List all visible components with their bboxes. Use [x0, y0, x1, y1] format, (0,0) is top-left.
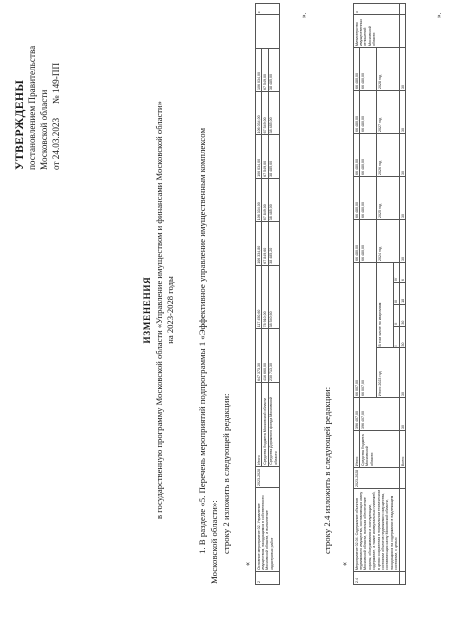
- table2-year-label: 2028 год: [377, 48, 400, 91]
- table2-indicator-label: Всего: [400, 431, 406, 468]
- table2-year-label: 2024 год: [377, 220, 400, 263]
- table1-x: x: [256, 4, 280, 15]
- table2-quarter: III: [393, 283, 399, 305]
- table2-value: 30: [400, 398, 406, 431]
- table1-no: 2: [256, 571, 280, 584]
- table2-open-quote: «: [340, 562, 349, 566]
- table1-2028: 67 549,00: [262, 48, 268, 91]
- table1-2023: 78 910,00: [262, 265, 268, 329]
- table2-quarter: I: [393, 326, 399, 348]
- table2-2028: 66 480,00: [360, 48, 377, 91]
- section-line1: 1. В разделе «5. Перечень мероприятий подпрограммы 1 «Эффективное управление имущественным комплексом: [197, 127, 207, 554]
- table1-2027: 106 034,00: [256, 91, 262, 134]
- table2-value: 30: [400, 304, 406, 326]
- table1-2026: 38 485,00: [268, 135, 279, 178]
- table1-total: 647 373,30: [256, 329, 262, 383]
- table2-value: 30: [400, 220, 406, 263]
- table2-indicator-sub: В том числе по кварталам:: [377, 263, 394, 348]
- table2-value: 6: [400, 263, 406, 283]
- section-line2: Московской области»:: [209, 500, 219, 584]
- table2-blank: [400, 489, 406, 572]
- document-title: [142, 60, 177, 560]
- table1-executor: [256, 15, 280, 48]
- table1-period: 2023-2028: [256, 466, 280, 487]
- table1-2028: 38 485,00: [268, 48, 279, 91]
- table2-period: 2023-2028: [354, 468, 400, 489]
- table1: [255, 3, 280, 585]
- table1-2023: 117 450,60: [256, 265, 262, 329]
- table2-close-quote: ».: [435, 12, 443, 18]
- table2-blank: [400, 572, 406, 585]
- table-row: [400, 4, 406, 585]
- table2-value: 30: [400, 177, 406, 220]
- table2-blank: [400, 4, 406, 15]
- table2-name: Мероприятие 02.04. Содержание объектов недвижимого имущества, составляющих казну Московской области, включая обеспечение охраны, обслуживания и эксплуатации, содержание, а также коммунальных платежей, в целях сохранения в нормальном техническом состоянии объектов недвижимого имущества, составляющих казну Московской области, находящихся на содержании в надлежащем состоянии, с целью: [354, 490, 399, 570]
- table2-total: 396 407,00: [354, 398, 360, 431]
- title-line2: в государственную программу Московской области «Управление имуществом и финансами Московской области»: [153, 101, 164, 519]
- table1-2027: 38 485,00: [268, 91, 279, 134]
- table2-value: 30: [400, 91, 406, 134]
- table1-2028: 106 034,00: [256, 48, 262, 91]
- table2-quarter: II: [393, 304, 399, 326]
- approval-number: № 149-ПП: [51, 62, 61, 105]
- table2-2028: 66 480,00: [354, 48, 360, 91]
- approval-date: от 24.03.2023: [51, 117, 61, 170]
- table2-2024: 66 480,00: [360, 220, 377, 263]
- table1-open-quote: «: [243, 562, 252, 566]
- table2-blank: [400, 468, 406, 489]
- table2-year-label: 2026 год: [377, 134, 400, 177]
- table2-value: 30: [400, 48, 406, 91]
- table2-2027: 66 480,00: [360, 91, 377, 134]
- title-line3: на 2023-2028 годы: [165, 276, 175, 344]
- table2-2026: 66 480,00: [354, 134, 360, 177]
- table1-total: 416 660,00: [262, 329, 268, 383]
- table1-2025: 67 849,00: [262, 178, 268, 221]
- approval-date-row: [50, 5, 62, 170]
- table2-2024: 66 480,00: [354, 220, 360, 263]
- table2-2025: 66 480,00: [354, 177, 360, 220]
- approval-line2: Московской области: [39, 89, 49, 170]
- table2-blank: [400, 15, 406, 48]
- table2-quarter: IV: [393, 263, 399, 283]
- table2-year-label: 2025 год: [377, 177, 400, 220]
- table2-no: 2.4: [354, 572, 400, 585]
- table2-2023: 66 007,00: [354, 263, 360, 398]
- table2-value: 30: [400, 326, 406, 348]
- table2-2027: 66 480,00: [354, 91, 360, 134]
- table2-2026: 66 480,00: [360, 134, 377, 177]
- table1-source: Средства Дорожного фонда Московской области: [268, 382, 279, 466]
- table2-2023: 66 007,00: [360, 263, 377, 398]
- table1-close-quote: ».: [300, 12, 308, 18]
- table2-value: 30: [400, 348, 406, 398]
- section-line3: строку 2 изложить в следующей редакции:: [221, 393, 231, 554]
- table2-itogo-label: Итого 2023 год: [377, 348, 400, 398]
- table2-2025: 66 480,00: [360, 177, 377, 220]
- title-line1: ИЗМЕНЕНИЯ: [142, 276, 152, 344]
- table1-2024: 38 485,20: [268, 222, 279, 265]
- table2-year-label: 2027 год: [377, 91, 400, 134]
- table1-2024: 106 334,80: [256, 222, 262, 265]
- table1-total: 230 713,30: [268, 329, 279, 383]
- table1-2025: 38 485,00: [268, 178, 279, 221]
- section-text: [196, 4, 232, 584]
- table1-2026: 106 034,00: [256, 135, 262, 178]
- table1-name: Основное мероприятие 02. Управление имуществом, находящимся в собственности Московской области, и выполнение кадастровых работ: [256, 488, 280, 572]
- table1-2026: 67 549,00: [262, 135, 268, 178]
- approval-line1: постановлением Правительства: [27, 45, 37, 170]
- approval-block: [14, 5, 62, 170]
- section-line4: строку 2.4 изложить в следующей редакции:: [322, 386, 332, 554]
- table2-value: 30: [400, 134, 406, 177]
- table2-executor: Министерство имущественных отношений Московской области: [354, 15, 400, 48]
- table2: [353, 3, 406, 585]
- table2-value: 18: [400, 283, 406, 305]
- table2-x: x: [354, 4, 400, 15]
- table2-source: Итого: [354, 431, 360, 468]
- table1-2025: 106 334,00: [256, 178, 262, 221]
- table1-source: Средства бюджета Московской области: [262, 382, 268, 466]
- table2-source: Средства бюджета Московской области: [360, 431, 400, 468]
- table1-2024: 67 849,60: [262, 222, 268, 265]
- table2-total: 396 407,00: [360, 398, 400, 431]
- approval-heading: УТВЕРЖДЕНЫ: [14, 79, 26, 170]
- table1-2027: 67 549,00: [262, 91, 268, 134]
- table1-2023: 38 540,60: [268, 265, 279, 329]
- table1-source: Итого: [256, 382, 262, 466]
